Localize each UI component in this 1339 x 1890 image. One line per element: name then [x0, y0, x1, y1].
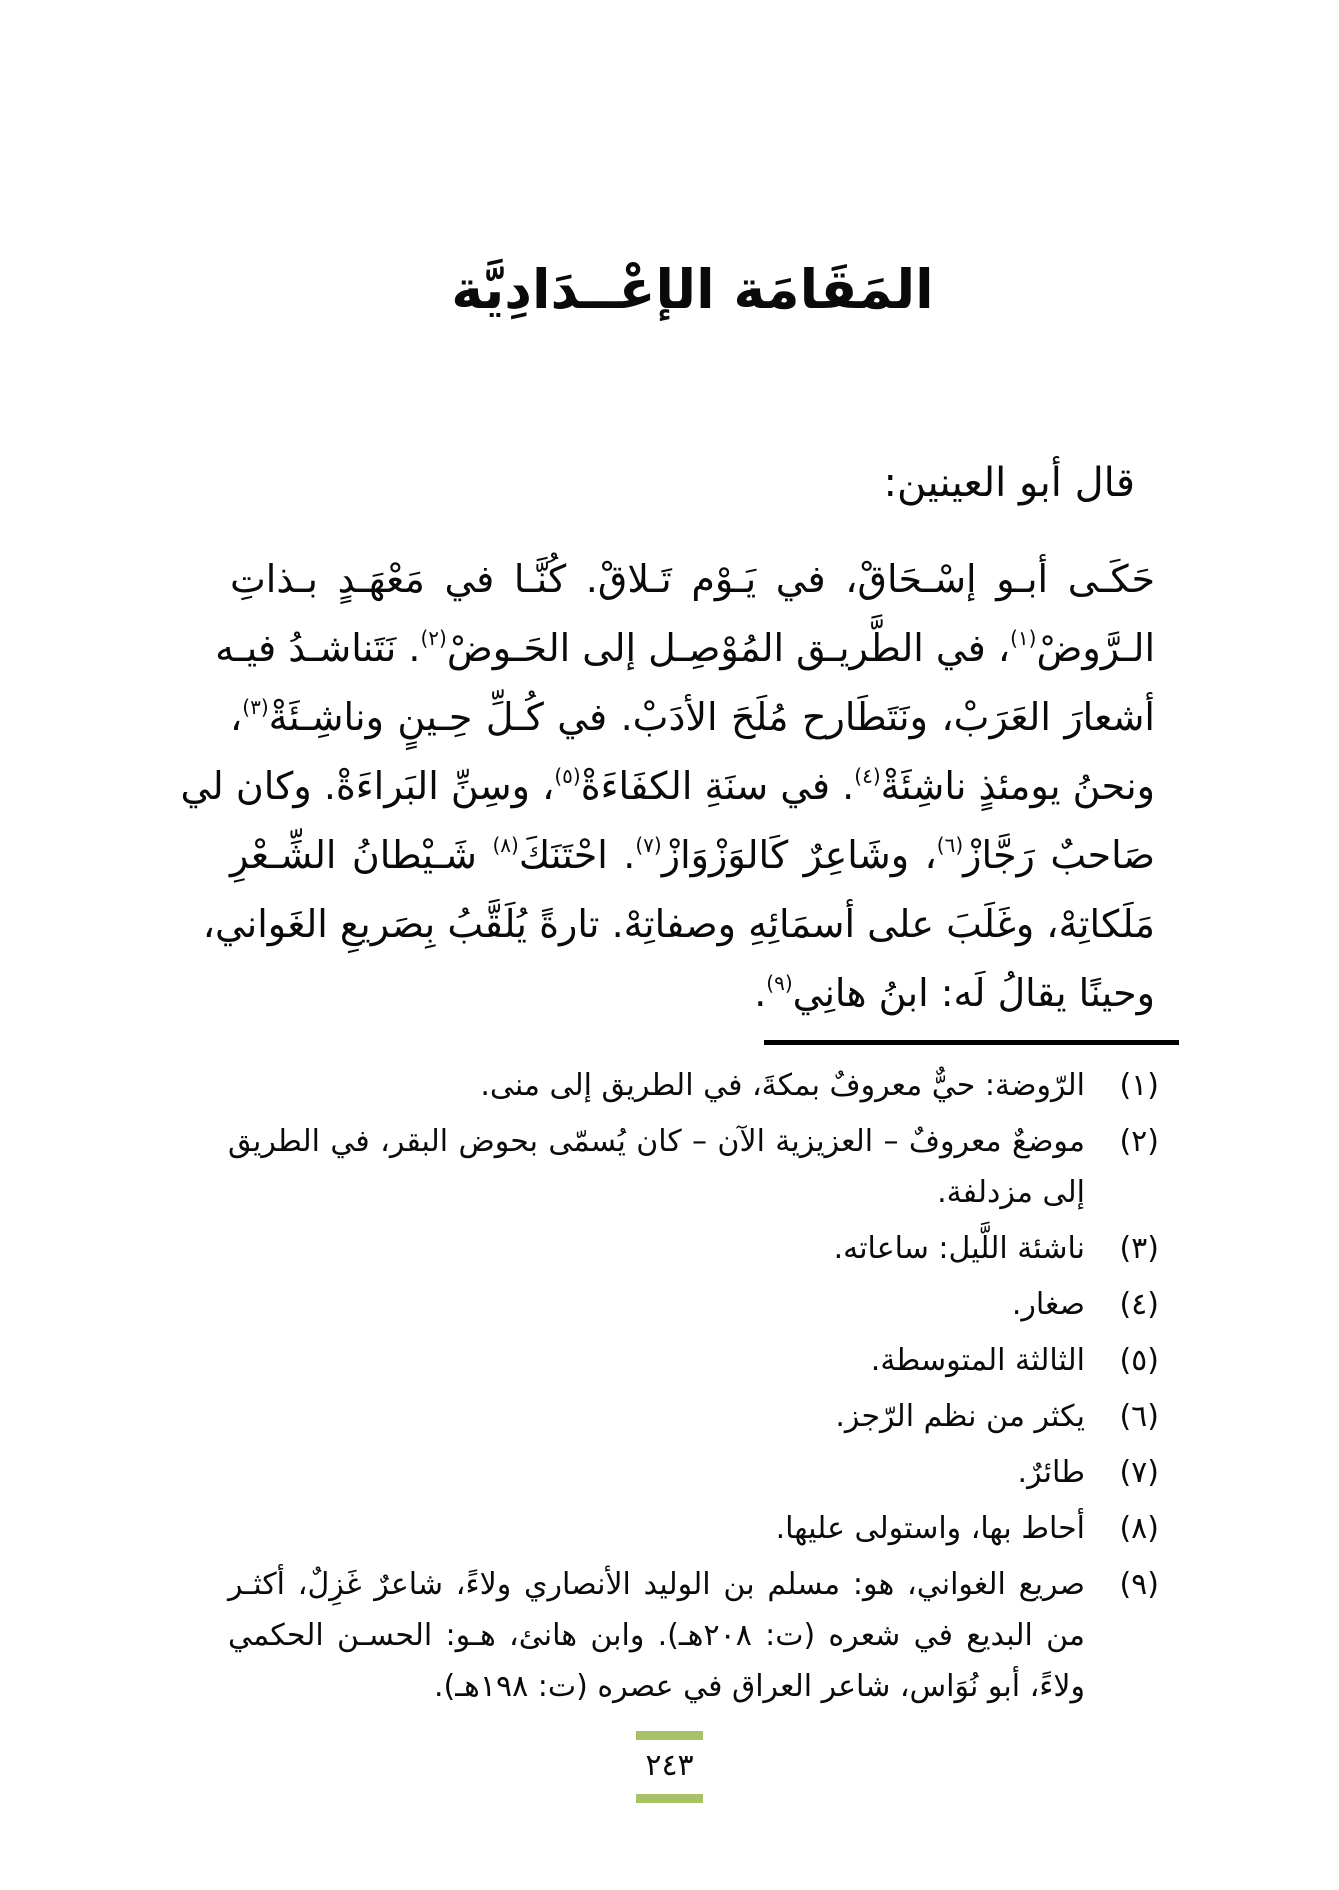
footnote-reference: (١): [1010, 626, 1037, 650]
footnote-number: (٢): [1119, 1124, 1159, 1159]
paragraph-line: [202, 890, 1155, 959]
footnote-number: (٤): [1119, 1287, 1159, 1322]
footnotes-section: [228, 1060, 1159, 1717]
footnote-item: [228, 1060, 1159, 1111]
page-number: ٢٤٣: [645, 1748, 694, 1783]
paragraph-line: [230, 959, 1155, 1028]
footnote-item: [228, 1559, 1159, 1712]
text-run: . احْتَنَكَ: [518, 833, 636, 877]
text-run: الـرَّوضْ: [1036, 626, 1155, 670]
text-run: ونحنُ يومئذٍ ناشِئَةْ: [880, 764, 1155, 808]
paragraph-line: [230, 545, 1155, 614]
text-run: شَـيْطانُ الشِّـعْرِ: [230, 833, 493, 877]
text-run: ، وشَاعِرٌ كَالوَزْوَازْ: [661, 833, 937, 877]
paragraph-line: [215, 614, 1155, 683]
footnote-number: (٣): [1119, 1231, 1159, 1266]
footnote-reference: (٩): [766, 971, 793, 995]
footnote-reference: (٦): [936, 833, 964, 857]
footnote-reference: (٥): [554, 764, 581, 788]
ornament-bar-top: [636, 1731, 703, 1740]
footnote-reference: (٧): [635, 833, 662, 857]
footnote-text: موضعٌ معروفٌ – العزيزية الآن – كان يُسمّى بحوض البقر، في الطريق إلى مزدلفة.: [228, 1124, 1085, 1210]
paragraph-line: [230, 821, 1155, 890]
footnote-item: [228, 1223, 1159, 1274]
footnote-item: [228, 1503, 1159, 1554]
footnote-text: طائرٌ.: [1017, 1455, 1085, 1490]
footnote-item: [228, 1447, 1159, 1498]
footnote-item: [228, 1335, 1159, 1386]
page-title: المَقَامَة الإعْــدَادِيَّة: [451, 258, 934, 321]
text-run: أشعارَ العَرَبْ، ونَتَطَارح مُلَحَ الأدَبْ. في كُـلِّ حِـينٍ وناشِـئَةْ: [268, 695, 1155, 739]
footnote-reference: (٢): [420, 626, 447, 650]
text-run: ، وسِنِّ البَراءَةْ. وكان لي: [180, 764, 555, 808]
footnote-text: صريع الغواني، هو: مسلم بن الوليد الأنصاري ولاءً، شاعرٌ غَزِلٌ، أكثـر من البديع في شعره (ت: ٢٠٨هـ). وابن هانئ، هـو: الحسـن الحكمي ولاءً، أبو نُوَاس، شاعر العراق في عصره (ت: ١٩٨هـ).: [228, 1567, 1085, 1704]
ornament-bar-bottom: [636, 1794, 703, 1803]
page-footer: [0, 1731, 1339, 1803]
text-run: صَاحبٌ رَجَّازْ: [963, 833, 1155, 877]
footnote-text: صغار.: [1011, 1287, 1085, 1322]
main-paragraph: [180, 545, 1155, 1028]
footnote-number: (٦): [1119, 1399, 1159, 1434]
footnote-text: أحاط بها، واستولى عليها.: [775, 1511, 1085, 1546]
footnote-number: (٥): [1119, 1343, 1159, 1378]
text-run: وحينًا يقالُ لَه: ابنُ هانِي: [792, 971, 1155, 1015]
footnote-reference: (٨): [492, 833, 519, 857]
footnote-reference: (٣): [242, 695, 269, 719]
footnote-reference: (٤): [854, 764, 881, 788]
footnote-text: ناشئة اللَّيل: ساعاته.: [833, 1231, 1085, 1266]
text-run: ،: [230, 695, 243, 739]
text-run: . في سنَةِ الكفَاءَةْ: [580, 764, 855, 808]
footnote-separator-rule: [764, 1040, 1179, 1045]
paragraph-line: [230, 683, 1155, 752]
text-run: . نَتَناشـدُ فيـه: [215, 626, 421, 670]
text-run: مَلَكاتِهْ، وغَلَبَ على أسمَائِهِ وصفاتِهْ. تارةً يُلَقَّبُ بِصَريعِ الغَواني،: [202, 902, 1155, 946]
footnote-text: الرّوضة: حيٌّ معروفٌ بمكةَ، في الطريق إلى منى.: [480, 1068, 1085, 1103]
footnote-number: (٨): [1119, 1511, 1159, 1546]
paragraph-line: [180, 752, 1155, 821]
text-run: حَكَـى أبـو إسْـحَاقْ، في يَـوْم تَـلاقْ. كُنَّـا في مَعْهَـدٍ بـذاتِ: [230, 557, 1155, 601]
footnote-item: [228, 1391, 1159, 1442]
footnote-item: [228, 1116, 1159, 1218]
footnote-text: يكثر من نظم الرّجز.: [835, 1399, 1085, 1434]
footnote-item: [228, 1279, 1159, 1330]
footnote-number: (١): [1119, 1068, 1159, 1103]
text-run: .: [754, 971, 767, 1015]
narrator-line: قال أبو العينين:: [883, 460, 1135, 506]
footnote-text: الثالثة المتوسطة.: [870, 1343, 1085, 1378]
footnote-number: (٩): [1119, 1567, 1159, 1602]
text-run: ، في الطَّريـق المُوْصِـل إلى الحَـوضْ: [446, 626, 1011, 670]
footnote-number: (٧): [1119, 1455, 1159, 1490]
